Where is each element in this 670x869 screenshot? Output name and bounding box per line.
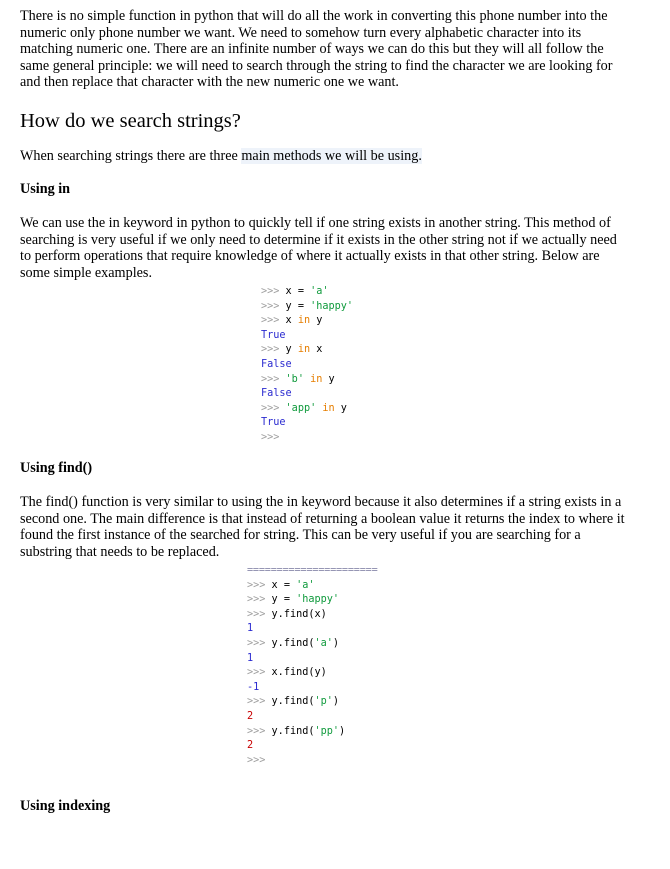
code-output: 1	[247, 652, 254, 664]
using-find-heading: Using find()	[20, 460, 93, 476]
code-line: >>> y = 'happy'	[247, 594, 340, 606]
search-intro	[20, 148, 422, 165]
code-output: 1	[247, 623, 254, 635]
code-line: >>> y.find(x)	[247, 608, 327, 620]
intro-paragraph: There is no simple function in python that will do all the work in converting this phone number into the numeric only phone number we want. We need to somehow turn every alphabetic character into its matching numeric one. There are an infinite number of ways we can do this but they will all follow the same general principle: we will need to search through the string to find the character we are looking for and then replace that character with the new numeric one we want.	[20, 8, 613, 90]
using-find-code-block	[247, 564, 378, 768]
code-line: >>> x = 'a'	[247, 579, 315, 591]
code-line: >>> 'app' in y	[261, 402, 347, 414]
code-output: -1	[247, 681, 260, 693]
code-line: >>> x.find(y)	[247, 667, 327, 679]
code-line: >>> y = 'happy'	[261, 300, 354, 312]
code-output: 2	[247, 710, 254, 722]
code-line: >>> x in y	[261, 315, 323, 327]
code-line: >>> y in x	[261, 344, 323, 356]
code-output: True	[261, 329, 286, 341]
code-line: >>> y.find('p')	[247, 696, 340, 708]
code-separator: ======================	[247, 565, 378, 576]
code-line: >>> y.find('pp')	[247, 725, 346, 737]
section-heading: How do we search strings?	[20, 110, 241, 132]
search-intro-highlight: main methods we will be using.	[241, 148, 422, 164]
code-output: 2	[247, 740, 254, 752]
code-line: >>> y.find('a')	[247, 637, 340, 649]
code-output: False	[261, 358, 292, 370]
code-prompt: >>>	[247, 754, 266, 766]
code-prompt: >>>	[261, 431, 280, 443]
code-output: True	[261, 417, 286, 429]
code-output: False	[261, 388, 292, 400]
using-in-code-block	[261, 285, 353, 446]
code-line: >>> x = 'a'	[261, 286, 329, 297]
using-indexing-heading: Using indexing	[20, 798, 111, 814]
using-in-heading: Using in	[20, 181, 71, 197]
using-in-paragraph: We can use the in keyword in python to quickly tell if one string exists in another string. This method of searching is very useful if we only need to determine if it exists in the other string not if we actually need to perform operations that require knowledge of where it actually exists in that other string. Below are some simple examples.	[20, 215, 617, 281]
code-line: >>> 'b' in y	[261, 373, 335, 385]
search-intro-text: When searching strings there are three	[20, 148, 242, 164]
using-find-paragraph: The find() function is very similar to using the in keyword because it also determines if a string exists in a second one. The main difference is that instead of returning a boolean value it returns the index to where it found the first instance of the searched for string. This can be very useful if you are searching for a substring that needs to be replaced.	[20, 494, 625, 560]
